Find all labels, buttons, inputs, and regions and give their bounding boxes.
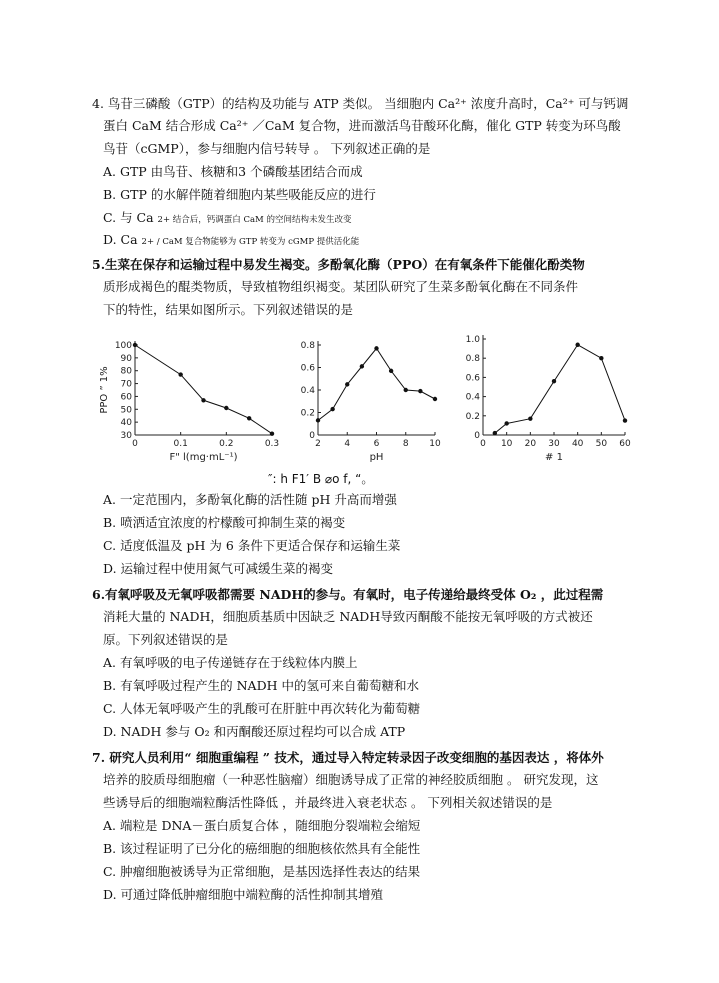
data-point [224, 406, 228, 410]
q6-option-d: D. NADH 参与 O₂ 和丙酮酸还原过程均可以合成 ATP [103, 724, 406, 739]
x-axis-label: pH [369, 452, 384, 463]
y-tick-label: 0 [309, 431, 315, 441]
x-tick-label: 6 [373, 439, 380, 449]
data-point [575, 343, 579, 347]
data-point [552, 379, 556, 383]
chart-2-svg [297, 325, 447, 465]
data-point [374, 346, 378, 350]
y-tick-label: 0.6 [465, 373, 480, 384]
q6-option-a: A. 有氧呼吸的电子传递链存在于线粒体内膜上 [103, 655, 358, 670]
q4-option-a: A. GTP 由鸟苷、核糖和3 个磷酸基团结合而成 [103, 164, 363, 179]
x-tick-label: 20 [524, 439, 537, 449]
y-tick-label: 0.8 [300, 341, 315, 351]
data-point [178, 372, 182, 376]
y-tick-label: 30 [120, 431, 132, 441]
q4-option-d [103, 232, 359, 250]
x-tick-label: 0.1 [173, 439, 188, 449]
data-point [493, 431, 497, 435]
q6-stem-line-1: 6.有氧呼吸及无氧呼吸都需要 NADH的参与。有氧时，电子传递给最终受体 O₂ ，此过程需 [92, 587, 604, 602]
data-point [433, 397, 437, 401]
x-tick-label: 40 [571, 439, 584, 449]
x-tick-label: 10 [500, 439, 513, 449]
x-tick-label: 8 [402, 439, 409, 449]
chart-3 [455, 325, 635, 465]
q7-option-d: D. 可通过降低肿瘤细胞中端粒酶的活性抑制其增殖 [103, 887, 384, 902]
q7-option-a: A. 端粒是 DNA－蛋白质复合体 ，随细胞分裂端粒会缩短 [103, 818, 421, 833]
q5-stem-line-2: 质形成褐色的醌类物质，导致植物组织褐变。某团队研究了生菜多酚氧化酶在不同条件 [103, 279, 579, 294]
q6-stem-line-2: 消耗大量的 NADH，细胞质基质中因缺乏 NADH导致丙酮酸不能按无氧呼吸的方式被还 [103, 609, 593, 624]
q7-option-c: C. 肿瘤细胞被诱导为正常细胞，是基因选择性表达的结果 [103, 864, 421, 879]
x-tick-label: 0 [132, 439, 138, 449]
data-point [528, 416, 532, 420]
q4-option-c-text: C. 与 Ca [103, 210, 154, 225]
y-tick-label: 0.4 [465, 392, 480, 403]
data-point [247, 416, 251, 420]
chart-2 [297, 325, 447, 465]
q7-stem-line-3: 些诱导后的细胞端粒酶活性降低 ，并最终进入衰老状态 。 下列相关叙述错误的是 [103, 795, 553, 810]
x-tick-label: 2 [315, 439, 321, 449]
q6-stem-line-3: 原。下列叙述错误的是 [103, 632, 229, 647]
series-line [135, 345, 272, 434]
q4-stem-line-3: 鸟苷（cGMP），参与细胞内信号转导 。 下列叙述正确的是 [103, 141, 431, 156]
series-line [495, 345, 625, 433]
data-point [623, 418, 627, 422]
y-tick-label: 0.6 [300, 363, 315, 374]
q5-option-d: D. 运输过程中使用氮气可减缓生菜的褐变 [103, 561, 334, 576]
x-axis-label: F" l(mg·mL⁻¹) [169, 452, 238, 463]
q6-option-b: B. 有氧呼吸过程产生的 NADH 中的氢可来自葡萄糖和水 [103, 678, 419, 693]
q4-option-c-small: 2+ 结合后，钙调蛋白 CaM 的空间结构未发生改变 [157, 215, 352, 225]
chart-1-svg [95, 325, 300, 465]
data-point [133, 343, 137, 347]
data-point [201, 398, 205, 402]
q7-stem-line-1: 7. 研究人员利用“ 细胞重编程 ” 技术，通过导入特定转录因子改变细胞的基因表达 ，将体外 [92, 750, 604, 765]
y-tick-label: 40 [120, 418, 132, 429]
x-axis-label: # 1 [545, 452, 563, 463]
series-line [318, 348, 435, 420]
y-tick-label: 0 [474, 431, 480, 441]
q4-stem-line-2: 蛋白 CaM 结合形成 Ca²⁺ ／CaM 复合物，进而激活鸟苷酸环化酶，催化 GTP 转变为环鸟酸 [103, 118, 621, 133]
data-point [404, 388, 408, 392]
x-tick-label: 50 [595, 439, 608, 449]
q6-option-c: C. 人体无氧呼吸产生的乳酸可在肝脏中再次转化为葡萄糖 [103, 701, 421, 716]
q4-option-d-small: 2+ / CaM 复合物能够为 GTP 转变为 cGMP 提供活化能 [141, 237, 360, 247]
q5-stem-line-3: 下的特性，结果如图所示。下列叙述错误的是 [103, 302, 354, 317]
y-tick-label: 70 [120, 379, 132, 390]
x-tick-label: 0.2 [219, 439, 234, 449]
x-tick-label: 4 [344, 439, 351, 449]
chart-3-svg [455, 325, 635, 465]
data-point [418, 389, 422, 393]
y-tick-label: 0.8 [465, 354, 480, 365]
data-point [270, 432, 274, 436]
q5-option-b: B. 喷洒适宜浓度的柠檬酸可抑制生菜的褐变 [103, 515, 346, 530]
q4-option-b: B. GTP 的水解伴随着细胞内某些吸能反应的进行 [103, 187, 376, 202]
x-tick-label: 0 [480, 439, 486, 449]
q7-option-b: B. 该过程证明了已分化的癌细胞的细胞核依然具有全能性 [103, 841, 421, 856]
y-tick-label: 50 [120, 405, 132, 416]
x-tick-label: 0.3 [264, 439, 280, 449]
q4-option-c [103, 210, 351, 228]
q4-option-d-text: D. Ca [103, 232, 138, 247]
y-tick-label: 1.0 [465, 335, 480, 345]
data-point [504, 421, 508, 425]
data-point [316, 418, 320, 422]
y-tick-label: 90 [120, 353, 132, 364]
x-tick-label: 10 [429, 439, 441, 449]
data-point [360, 364, 364, 368]
q5-option-c: C. 适度低温及 pH 为 6 条件下更适合保存和运输生菜 [103, 538, 401, 553]
data-point [330, 407, 334, 411]
chart-1 [95, 325, 300, 465]
data-point [599, 356, 603, 360]
y-axis-label: PPO ” 1% [99, 366, 110, 414]
y-tick-label: 60 [120, 392, 132, 403]
q7-stem-line-2: 培养的胶质母细胞瘤（一种恶性脑瘤）细胞诱导成了正常的神经胶质细胞 。 研究发现，这 [103, 772, 599, 787]
q5-stem-line-1: 5.生菜在保存和运输过程中易发生褐变。多酚氧化酶（PPO）在有氧条件下能催化酚类物 [92, 257, 585, 272]
data-point [345, 382, 349, 386]
y-tick-label: 0.4 [300, 386, 315, 396]
figure-caption: ″: h F1′ B ⌀o f, “。 [268, 472, 374, 486]
x-tick-label: 30 [548, 439, 560, 449]
q4-stem-line-1: 4. 鸟苷三磷酸（GTP）的结构及功能与 ATP 类似。 当细胞内 Ca²⁺ 浓度升高时，Ca²⁺ 可与钙调 [92, 96, 629, 111]
y-tick-label: 100 [114, 341, 132, 351]
y-tick-label: 0.2 [465, 411, 480, 422]
q5-option-a: A. 一定范围内，多酚氧化酶的活性随 pH 升高而增强 [103, 492, 397, 507]
data-point [389, 369, 393, 373]
y-tick-label: 80 [120, 366, 132, 377]
y-tick-label: 0.2 [300, 408, 315, 419]
x-tick-label: 60 [619, 439, 631, 449]
